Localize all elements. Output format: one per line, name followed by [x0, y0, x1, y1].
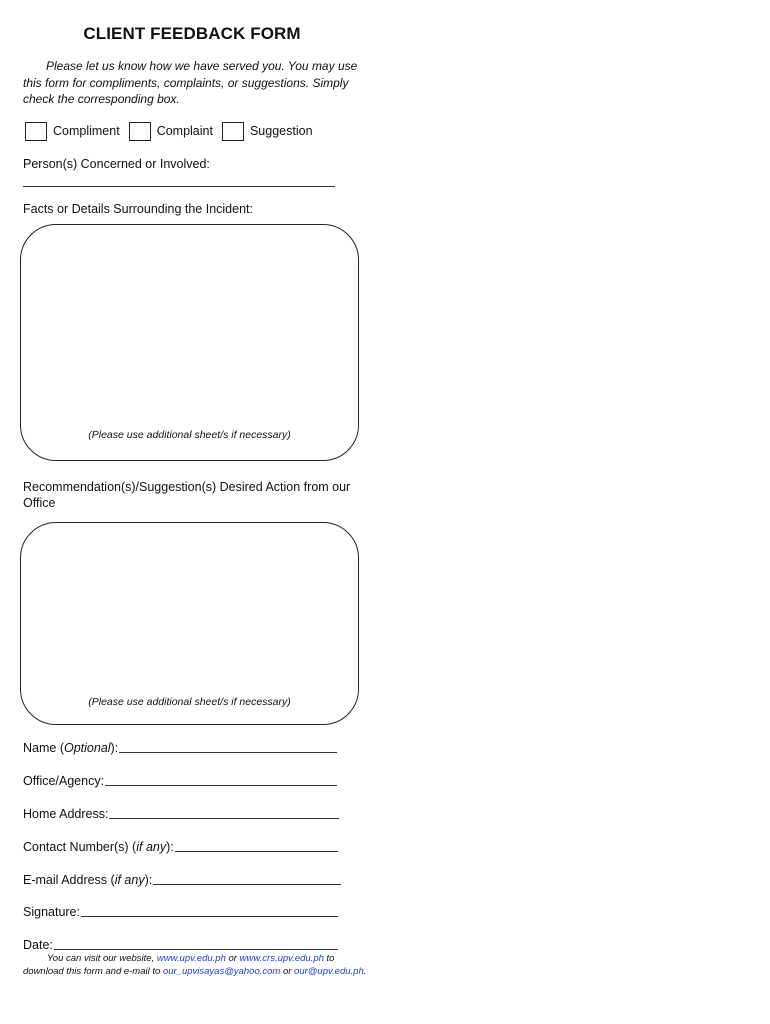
- signature-label: Signature:: [23, 905, 80, 919]
- upv-email-link[interactable]: our@upv.edu.ph: [294, 966, 364, 977]
- email-input-line[interactable]: [153, 884, 341, 885]
- date-label: Date:: [23, 938, 53, 952]
- email-field[interactable]: [23, 871, 341, 887]
- name-field[interactable]: [23, 739, 337, 755]
- contact-input-line[interactable]: [175, 851, 338, 852]
- website-link[interactable]: www.upv.edu.ph: [156, 953, 226, 964]
- facts-label: Facts or Details Surrounding the Incident:: [23, 202, 253, 216]
- signature-field[interactable]: [23, 903, 338, 919]
- feedback-type-group: [25, 121, 322, 141]
- intro-text: [23, 58, 368, 108]
- address-input-line[interactable]: [109, 818, 339, 819]
- yahoo-email-link[interactable]: our_upvisayas@yahoo.com: [162, 966, 281, 977]
- recommendation-note: (Please use additional sheet/s if necessary): [88, 696, 291, 708]
- office-label: Office/Agency:: [23, 774, 105, 788]
- contact-field[interactable]: [23, 838, 338, 854]
- recommendation-label: Recommendation(s)/Suggestion(s) Desired Action from our Office: [23, 480, 351, 510]
- persons-input-line[interactable]: [23, 186, 335, 187]
- suggestion-label: Suggestion: [249, 124, 313, 138]
- crs-website-link[interactable]: www.crs.upv.edu.ph: [239, 953, 324, 964]
- facts-box[interactable]: [20, 224, 359, 461]
- date-input-line[interactable]: [54, 949, 338, 950]
- date-field[interactable]: [23, 936, 338, 952]
- office-field[interactable]: [23, 772, 337, 788]
- suggestion-checkbox[interactable]: [222, 122, 244, 141]
- signature-input-line[interactable]: [81, 916, 338, 917]
- compliment-label: Compliment: [53, 124, 120, 138]
- name-label: Name (Optional):: [23, 741, 119, 755]
- address-field[interactable]: [23, 805, 339, 821]
- address-label: Home Address:: [23, 807, 109, 821]
- name-input-line[interactable]: [119, 752, 337, 753]
- complaint-label: Complaint: [156, 124, 213, 138]
- intro-body: Please let us know how we have served you. You may use this form for compliments, complaints, or suggestions. Simply check the corresponding box.: [23, 59, 358, 106]
- footer-note: You can visit our website, www.upv.edu.ph or www.crs.upv.edu.ph to download this form and e-mail to our_upvisayas@yahoo.com or our@upv.edu.ph.: [23, 953, 367, 977]
- complaint-checkbox[interactable]: [129, 122, 151, 141]
- facts-note: (Please use additional sheet/s if necessary): [88, 429, 291, 441]
- email-label: E-mail Address (if any):: [23, 873, 153, 887]
- recommendation-box[interactable]: [20, 522, 359, 725]
- contact-label: Contact Number(s) (if any):: [23, 840, 174, 854]
- office-input-line[interactable]: [105, 785, 337, 786]
- persons-label: Person(s) Concerned or Involved:: [23, 157, 210, 171]
- compliment-checkbox[interactable]: [25, 122, 47, 141]
- form-title: CLIENT FEEDBACK FORM: [83, 24, 301, 43]
